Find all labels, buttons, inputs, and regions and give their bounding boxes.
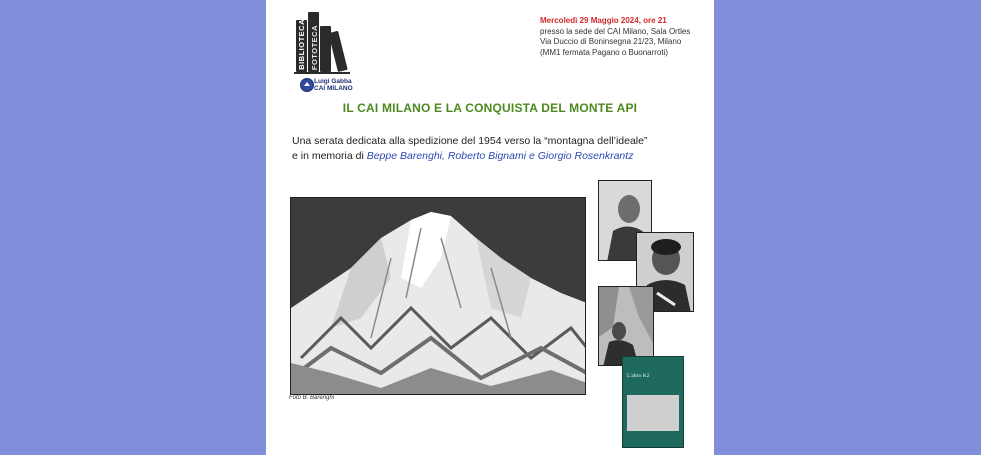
intro-text <box>292 134 647 164</box>
mountain-photo <box>290 197 586 395</box>
cai-emblem-icon <box>300 78 314 92</box>
logo-caption-org: CAI MILANO <box>314 85 353 92</box>
event-details <box>540 16 690 58</box>
logo-spine-fototeca: FOTOTECA <box>310 24 319 70</box>
event-date: Mercoledì 29 Maggio 2024, ore 21 <box>540 16 667 25</box>
logo-spine-biblioteca: BIBLIOTECA <box>297 19 306 70</box>
photo-credit: Foto B. Barenghi <box>289 395 335 401</box>
intro-line-1: Una serata dedicata alla spedizione del 1954 verso la “montagna dell’ideale” <box>292 135 648 147</box>
memorial-names: Beppe Barenghi, Roberto Bignami e Giorgio Rosenkrantz <box>366 150 634 162</box>
event-venue: presso la sede del CAI Milano, Sala Ortles <box>540 26 691 36</box>
biblioteca-fototeca-logo <box>294 10 354 92</box>
event-address: Via Duccio di Boninsegna 21/23, Milano <box>540 37 682 46</box>
page-title: IL CAI MILANO E LA CONQUISTA DEL MONTE API <box>342 101 638 115</box>
portrait-photo-3 <box>598 286 654 366</box>
book-cover <box>622 356 684 448</box>
book-title: L'altro K2 <box>627 373 650 379</box>
book-cover-photo <box>627 395 679 431</box>
event-flyer <box>266 0 714 455</box>
event-metro: (MM1 fermata Pagano o Buonarroti) <box>540 47 669 57</box>
intro-line-2: e in memoria di Beppe Barenghi, Roberto Bignami e Giorgio Rosenkrantz <box>292 150 634 162</box>
logo-caption-name: Luigi Gabba <box>314 78 352 85</box>
